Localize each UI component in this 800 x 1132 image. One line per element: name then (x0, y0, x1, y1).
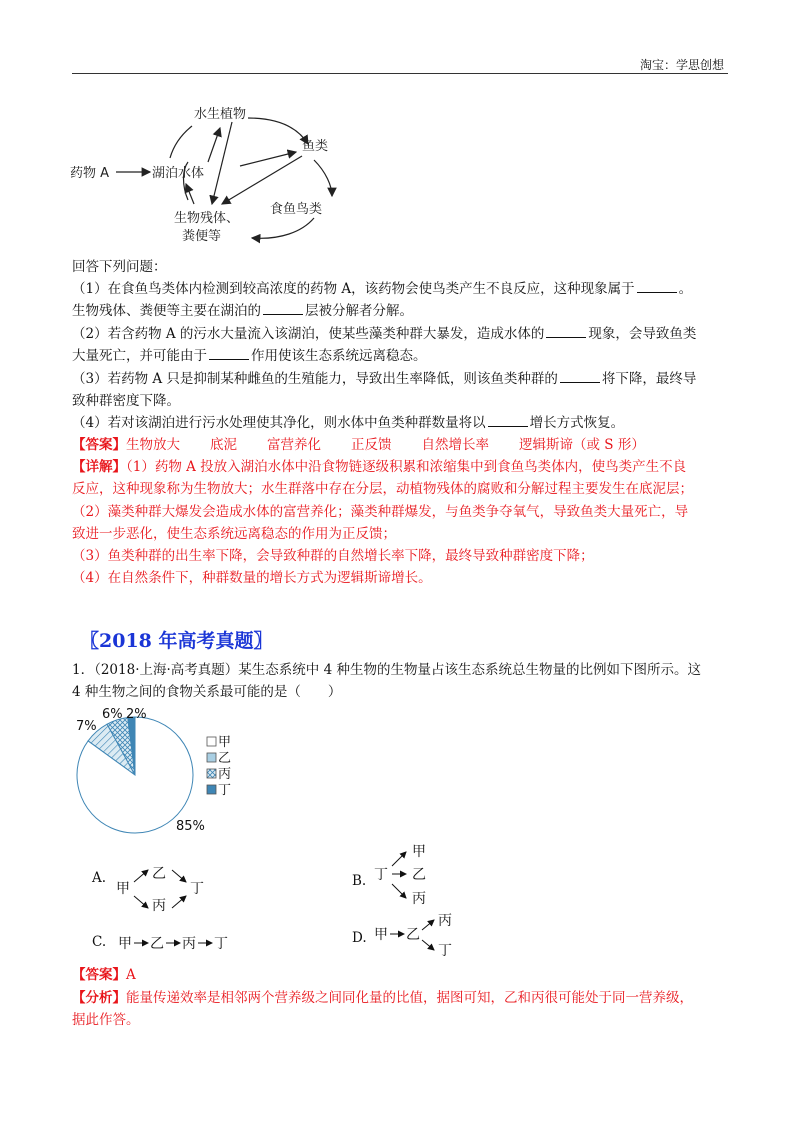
option-c-node-1: 甲 (118, 936, 132, 952)
q2-analysis-line1: 【分析】能量传递效率是相邻两个营养级之间同化量的比值，据图可知，乙和丙很可能处于同一营养级， (72, 990, 693, 1006)
pie-label-ding: 2% (126, 707, 147, 722)
node-plants: 水生植物 (194, 107, 247, 122)
arrow-plants-left-curve (170, 126, 192, 158)
arrow-fish-to-remains (222, 156, 302, 204)
option-c-diagram (114, 928, 254, 958)
option-c-node-2: 乙 (150, 936, 164, 952)
node-drug: 药物 A (70, 166, 110, 181)
q2-stem-line2: 4 种生物之间的食物关系最可能的是（ ） (72, 684, 342, 700)
q2-stem-line1: 1．（2018·上海·高考真题）某生态系统中 4 种生物的生物量占该生态系统总生物量的比例如下图所示。这 (72, 662, 701, 678)
node-birds: 食鱼鸟类 (270, 202, 323, 217)
answer-blank (546, 325, 586, 338)
answer-blank (263, 302, 303, 315)
option-c-node-3: 丙 (182, 936, 196, 952)
option-b-node-ding: 丁 (374, 867, 388, 883)
option-c-label: C. (92, 934, 107, 950)
answer-blank (560, 370, 600, 383)
detail-line6: （4）在自然条件下，种群数量的增长方式为逻辑斯谛增长。 (72, 570, 432, 586)
arrow-plants-to-remains (212, 122, 232, 204)
q-part3-line1: （3）若药物 A 只是抑制某种雌鱼的生殖能力，导致出生率降低，则该鱼类种群的 将下降，最终导 (72, 371, 697, 387)
q2-answer: 【答案】A (72, 967, 136, 983)
option-b-diagram (372, 840, 462, 910)
q-part4: （4）若对该湖泊进行污水处理使其净化，则水体中鱼类种群数量将以 增长方式恢复。 (72, 415, 625, 431)
q-part2-line1: （2）若含药物 A 的污水大量流入该湖泊，使某些藻类种群大暴发，造成水体的 现象，会导致鱼类 (72, 326, 697, 342)
detail-line5: （3）鱼类种群的出生率下降，会导致种群的自然增长率下降，最终导致种群密度下降； (72, 548, 594, 564)
option-b-node-bing: 丙 (412, 891, 426, 907)
pie-label-bing: 6% (102, 707, 123, 722)
header-divider (72, 73, 728, 74)
option-b-label: B. (352, 873, 367, 889)
q-part3-line2: 致种群密度下降。 (72, 393, 180, 409)
node-remains-line2: 粪便等 (182, 229, 222, 244)
legend-swatch-bing (207, 769, 216, 778)
legend-swatch-jia (207, 737, 216, 746)
section-title: 〖2018 年高考真题〗 (80, 630, 273, 652)
option-d-node-ding: 丁 (438, 943, 452, 959)
option-b-node-yi: 乙 (412, 867, 426, 883)
arrow-fish-to-birds (314, 160, 332, 196)
detail-line2: 反应，这种现象称为生物放大；水生群落中存在分层，动植物残体的腐败和分解过程主要发生在底泥层； (72, 481, 693, 497)
q2-analysis-line2: 据此作答。 (72, 1012, 140, 1028)
option-c-node-4: 丁 (214, 936, 228, 952)
arrow-lake-to-plants (208, 128, 220, 162)
pie-legend (207, 735, 231, 798)
legend-label-yi: 乙 (218, 751, 232, 766)
food-web-diagram (70, 100, 370, 250)
q-part1-line2: 生物残体、粪便等主要在湖泊的 层被分解者分解。 (72, 303, 413, 319)
pie-slices (77, 717, 193, 833)
node-remains-line1: 生物残体、 (174, 211, 240, 226)
option-d-node-jia: 甲 (374, 927, 388, 943)
node-lake: 湖泊水体 (152, 166, 205, 181)
detail-line1: 【详解】（1）药物 A 投放入湖泊水体中沿食物链逐级积累和浓缩集中到食鱼鸟类体内，使鸟类产生不良 (72, 459, 687, 475)
option-a-node-bing: 丙 (152, 898, 166, 914)
node-fish: 鱼类 (302, 139, 329, 154)
legend-swatch-ding (207, 785, 216, 794)
legend-swatch-yi (207, 753, 216, 762)
q-part1-line1: （1）在食鱼鸟类体内检测到较高浓度的药物 A，该药物会使鸟类产生不良反应，这种现象属于 。 (72, 281, 693, 297)
biomass-pie-chart (70, 700, 270, 840)
answer-blank (209, 347, 249, 360)
pie-label-yi: 7% (76, 719, 97, 734)
arrow-lake-to-fish (240, 152, 296, 166)
answer-blank (488, 414, 528, 427)
legend-label-jia: 甲 (218, 735, 232, 750)
option-a-node-yi: 乙 (152, 866, 166, 882)
answer-line: 【答案】生物放大 底泥 富营养化 正反馈 自然增长率 逻辑斯谛（或 S 形） (72, 437, 645, 453)
detail-line3: （2）藻类种群大爆发会造成水体的富营养化；藻类种群爆发，与鱼类争夺氧气，导致鱼类大量死亡，导 (72, 504, 689, 520)
legend-label-bing: 丙 (218, 767, 232, 782)
option-a-diagram (114, 860, 224, 920)
page-header: 淘宝：学思创想 (640, 58, 725, 72)
option-a-node-ding: 丁 (190, 881, 204, 897)
option-a-node-jia: 甲 (116, 881, 130, 897)
option-d-node-yi: 乙 (406, 927, 420, 943)
option-a-label: A. (92, 870, 107, 886)
legend-label-ding: 丁 (218, 783, 232, 798)
option-d-diagram (372, 910, 472, 960)
option-d-node-bing: 丙 (438, 913, 452, 929)
option-b-node-jia: 甲 (412, 844, 426, 860)
arrow-remains-to-lake (186, 184, 194, 204)
answer-blank (637, 280, 677, 293)
arrow-birds-to-remains (252, 218, 314, 238)
q-part2-line2: 大量死亡，并可能由于 作用使该生态系统远离稳态。 (72, 348, 427, 364)
pie-label-jia: 85% (176, 819, 205, 834)
detail-line4: 致进一步恶化，使生态系统远离稳态的作用为正反馈； (72, 526, 396, 542)
option-d-label: D. (352, 930, 367, 946)
q-intro: 回答下列问题： (72, 259, 167, 275)
arrow-plants-to-fish (248, 118, 308, 144)
